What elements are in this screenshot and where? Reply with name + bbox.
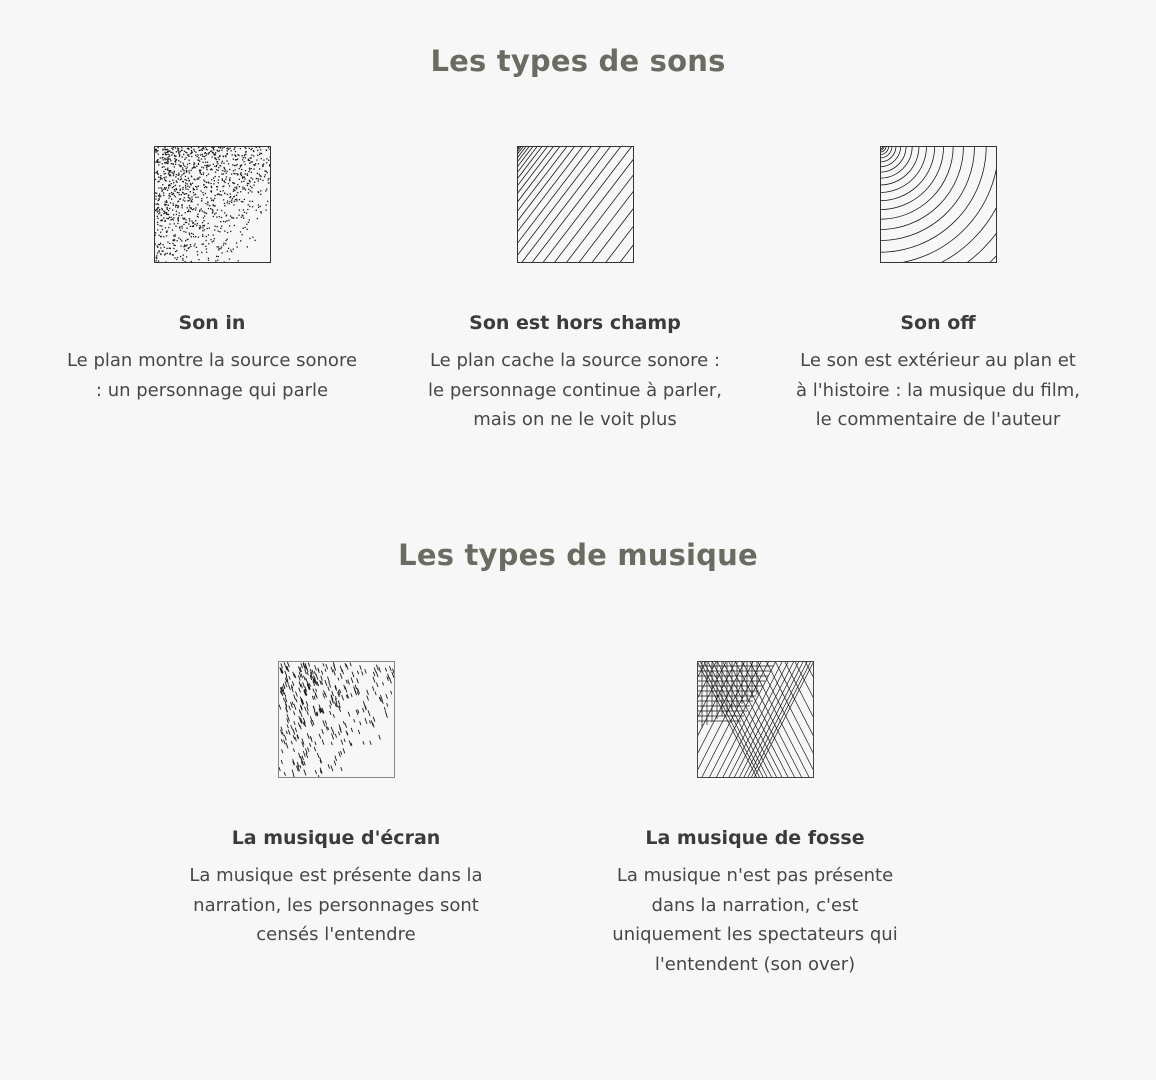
card-son-off	[778, 146, 1098, 446]
card-title: Son off	[900, 312, 976, 334]
card-musique-ecran	[176, 661, 496, 991]
card-text: Le plan montre la source sonore : un personnage qui parle	[66, 350, 358, 401]
card-text: La musique n'est pas présente dans la narration, c'est uniquement les spectateurs qui l'entendent (son over)	[612, 865, 898, 975]
card-son-in	[52, 146, 372, 446]
card-hors-champ	[415, 146, 735, 446]
stipple-gradient-icon	[154, 146, 271, 263]
section-title-musique: Les types de musique	[398, 538, 758, 572]
diagonal-lines-icon	[517, 146, 634, 263]
card-text: La musique est présente dans la narration, les personnages sont censés l'entendre	[189, 865, 483, 945]
card-title: La musique d'écran	[231, 827, 441, 849]
card-title: Son in	[178, 312, 246, 334]
card-title: La musique de fosse	[645, 827, 865, 849]
section-title-sons: Les types de sons	[430, 44, 726, 78]
dash-field-icon	[278, 661, 395, 778]
card-musique-fosse	[595, 661, 915, 991]
crosshatch-icon	[697, 661, 814, 778]
card-text: Le plan cache la source sonore : le personnage continue à parler, mais on ne le voit plus	[428, 350, 722, 430]
concentric-arcs-icon	[880, 146, 997, 263]
card-text: Le son est extérieur au plan et à l'histoire : la musique du film, le commentaire de l'auteur	[795, 350, 1080, 430]
card-title: Son est hors champ	[469, 312, 681, 334]
